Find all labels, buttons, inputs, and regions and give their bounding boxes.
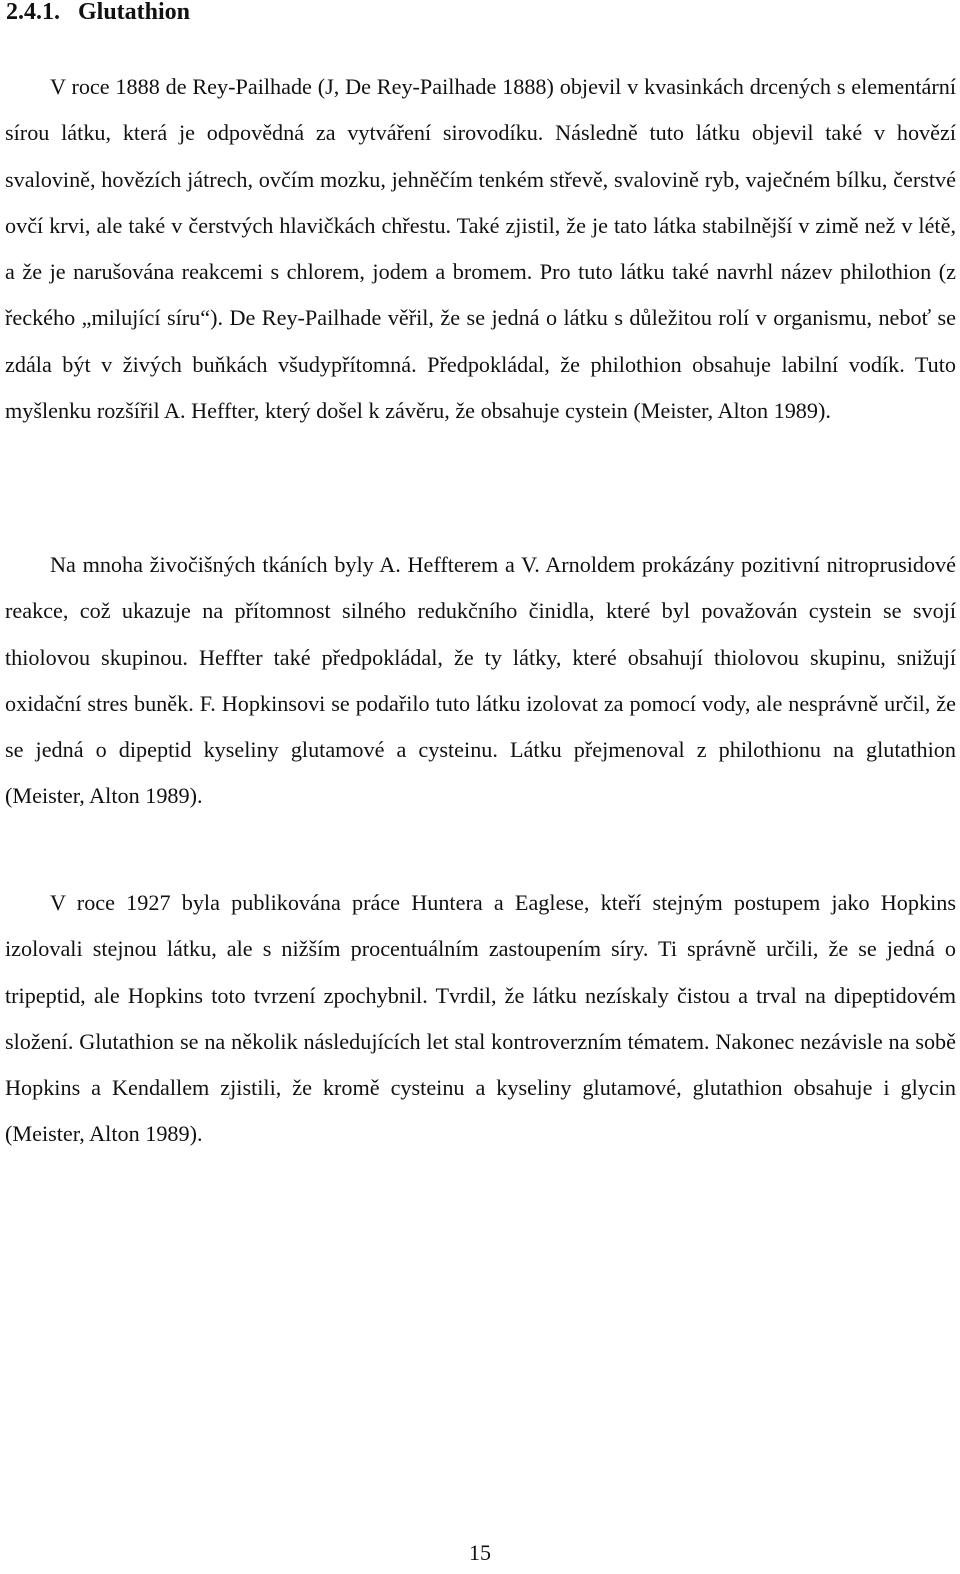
- paragraph-2: Na mnoha živočišných tkáních byly A. Heffterem a V. Arnoldem prokázány pozitivní nitroprusidové reakce, což ukazuje na přítomnost silného redukčního činidla, které byl považován cystein se svojí thiolovou skupinou. Heffter také předpokládal, že ty látky, které obsahují thiolovou skupinu, snižují oxidační stres buněk. F. Hopkinsovi se podařilo tuto látku izolovat za pomocí vody, ale nesprávně určil, že se jedná o dipeptid kyseliny glutamové a cysteinu. Látku přejmenoval z philothionu na glutathion (Meister, Alton 1989).: [5, 552, 956, 809]
- paragraph-3: V roce 1927 byla publikována práce Huntera a Eaglese, kteří stejným postupem jako Hopkins izolovali stejnou látku, ale s nižším procentuálním zastoupením síry. Ti správně určili, že se jedná o tripeptid, ale Hopkins toto tvrzení zpochybnil. Tvrdil, že látku nezískaly čistou a trval na dipeptidovém složení. Glutathion se na několik následujících let stal kontroverzním tématem. Nakonec nezávisle na sobě Hopkins a Kendallem zjistili, že kromě cysteinu a kyseliny glutamové, glutathion obsahuje i glycin (Meister, Alton 1989).: [5, 890, 956, 1147]
- section-heading: [6, 0, 190, 28]
- page-number: 15: [469, 1540, 491, 1565]
- paragraph-1: V roce 1888 de Rey-Pailhade (J, De Rey-Pailhade 1888) objevil v kvasinkách drcených s elementární sírou látku, která je odpovědná za vytváření sirovodíku. Následně tuto látku objevil také v hovězí svalovině, hovězích játrech, ovčím mozku, jehněčím tenkém střevě, svalovině ryb, vaječném bílku, čerstvé ovčí krvi, ale také v čerstvých hlavičkách chřestu. Také zjistil, že je tato látka stabilnější v zimě než v létě, a že je narušována reakcemi s chlorem, jodem a bromem. Pro tuto látku také navrhl název philothion (z řeckého „milující síru“). De Rey-Pailhade věřil, že se jedná o látku s důležitou rolí v organismu, neboť se zdála být v živých buňkách všudypřítomná. Předpokládal, že philothion obsahuje labilní vodík. Tuto myšlenku rozšířil A. Heffter, který došel k závěru, že obsahuje cystein (Meister, Alton 1989).: [5, 74, 956, 424]
- section-title: Glutathion: [78, 0, 191, 25]
- section-number: 2.4.1.: [6, 0, 60, 25]
